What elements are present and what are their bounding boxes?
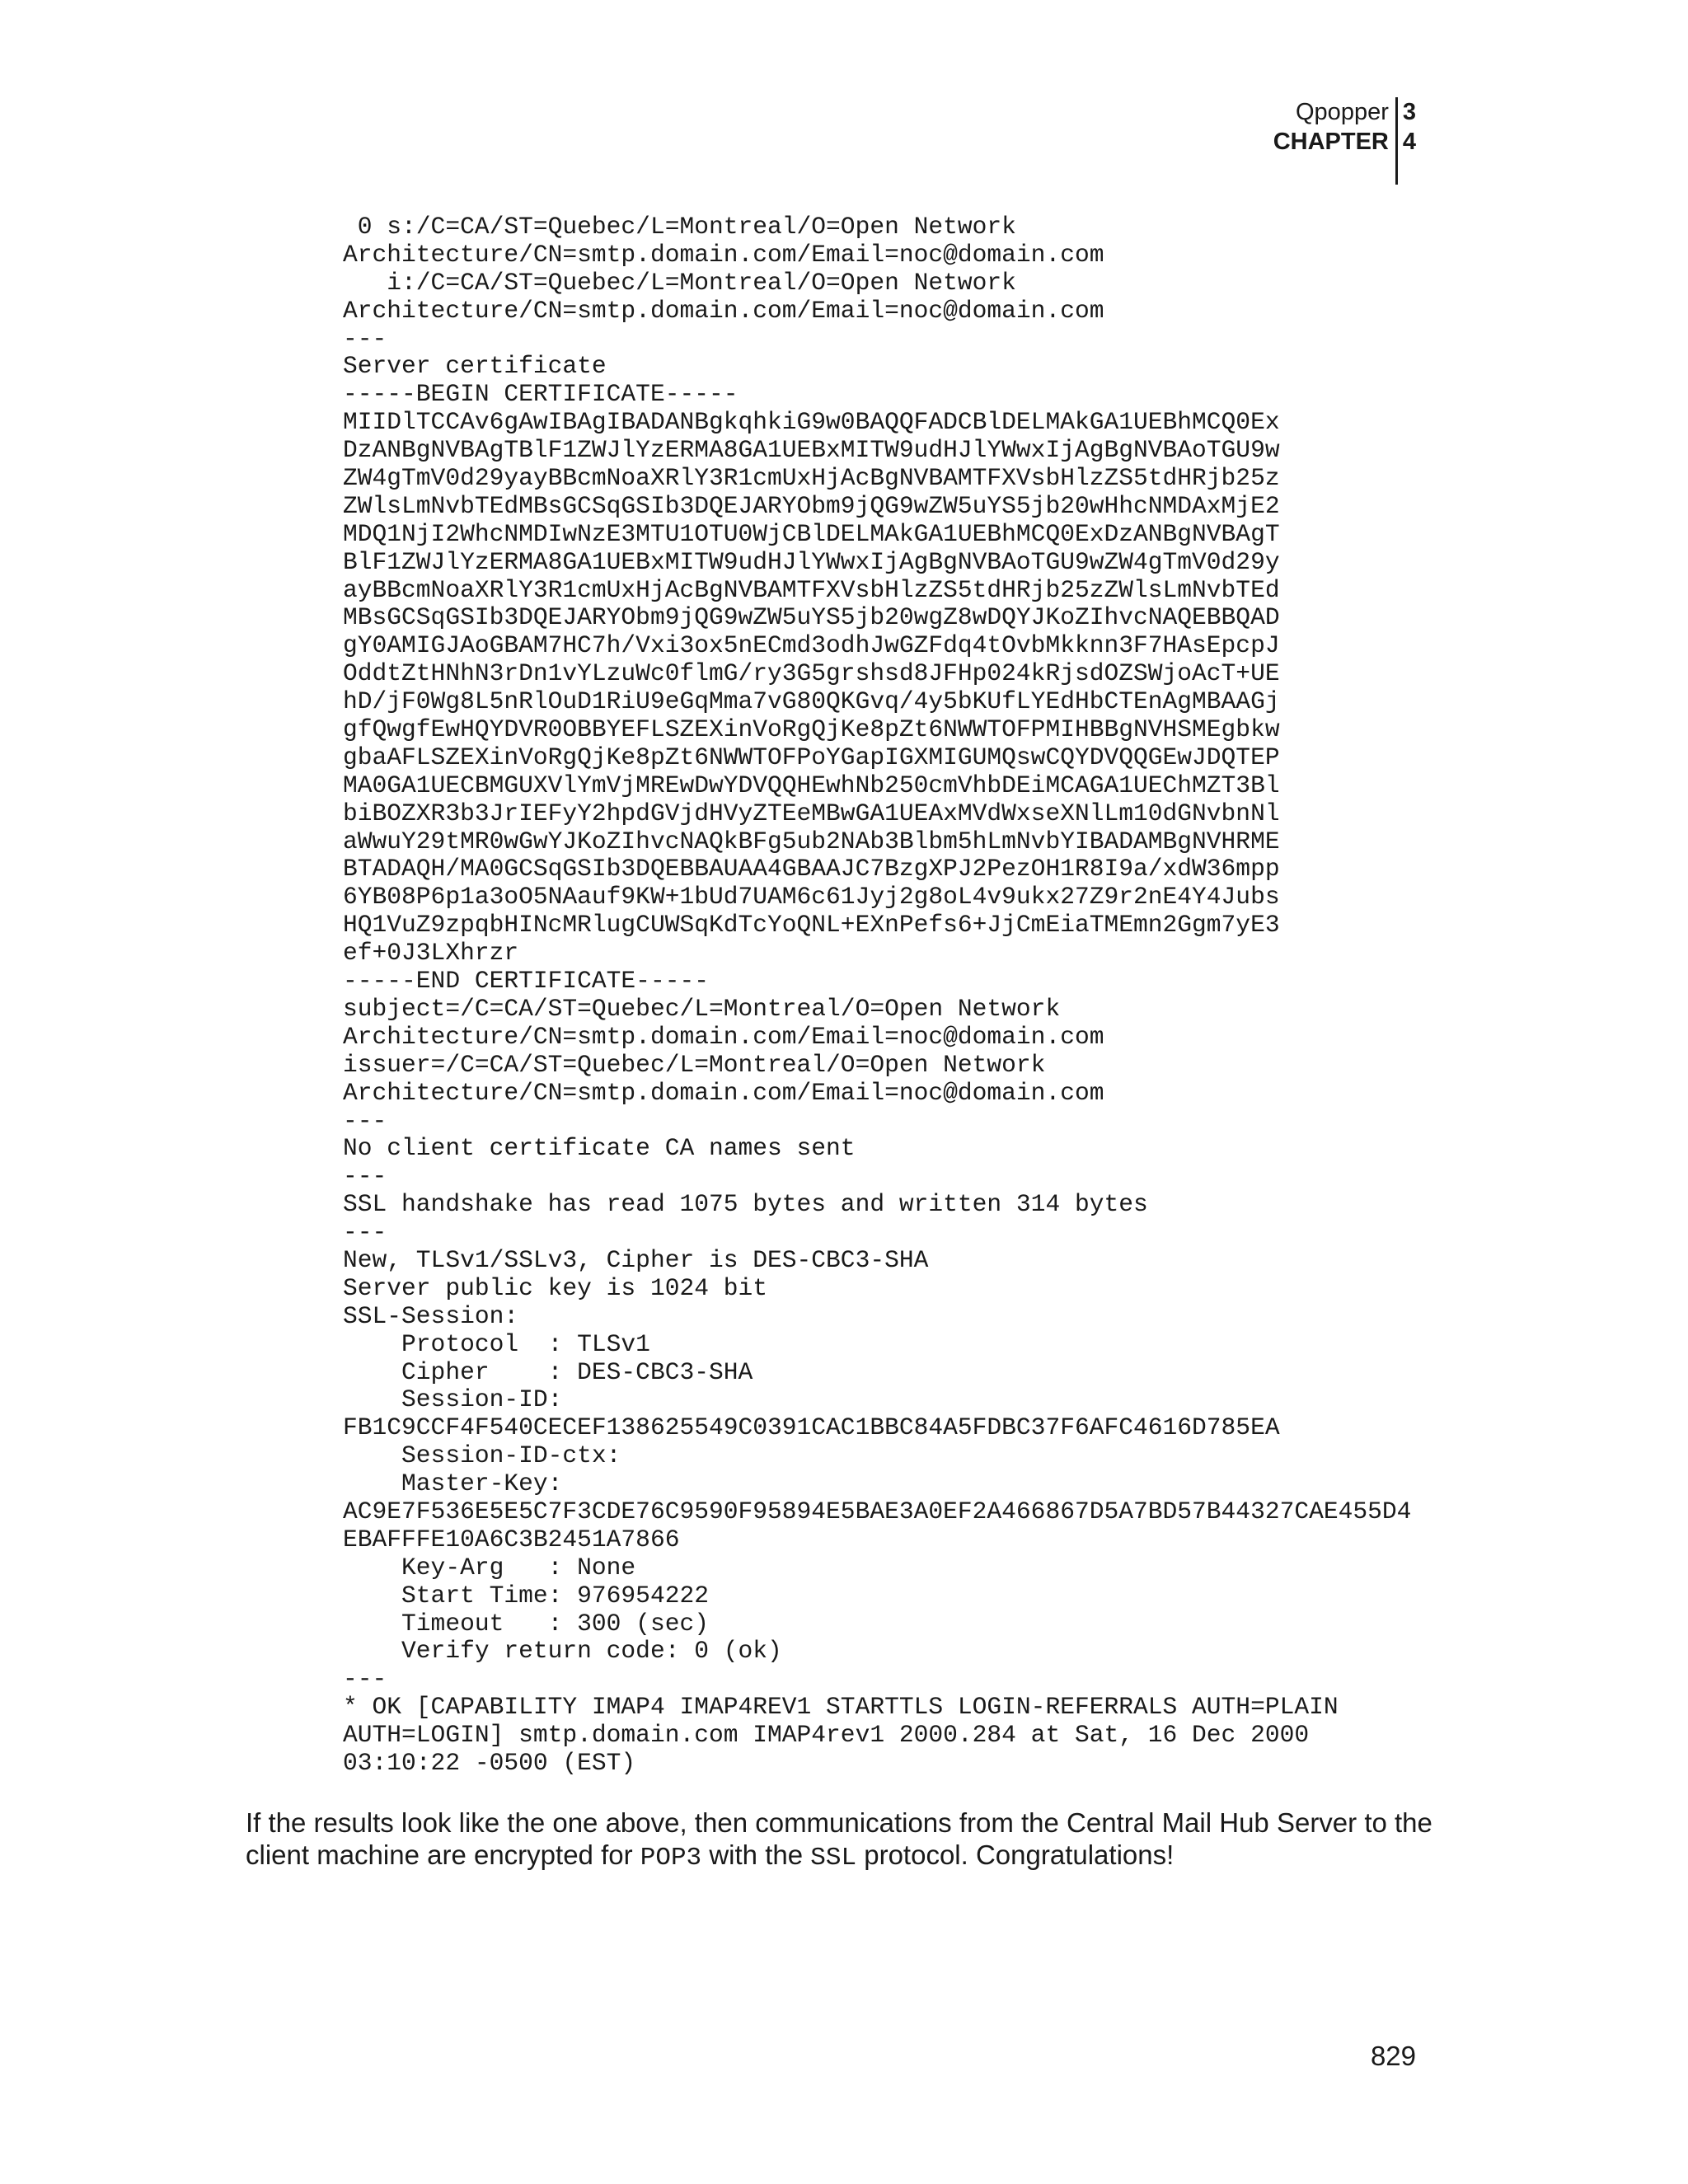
chapter-label: CHAPTER: [1273, 129, 1389, 155]
code-line: aWwuY29tMR0wGwYJKoZIhvcNAQkBFg5ub2NAb3Blbm5hLmNvbYIBADAMBgNVHRME: [343, 827, 1280, 855]
header-numbers: [1395, 97, 1416, 185]
code-line: hD/jF0Wg8L5nRlOuD1RiU9eGqMma7vG80QKGvq/4y5bKUfLYEdHbCTEnAgMBAAGj: [343, 687, 1280, 716]
code-line: -----BEGIN CERTIFICATE-----: [343, 380, 738, 409]
code-line: No client certificate CA names sent: [343, 1134, 856, 1163]
code-line: Protocol : TLSv1: [343, 1329, 650, 1358]
chapter-number: 4: [1402, 129, 1416, 155]
code-line: 6YB08P6p1a3oO5NAauf9KW+1bUd7UAM6c61Jyj2g8oL4v9ukx27Z9r2nE4Y4Jubs: [343, 883, 1280, 912]
code-line: Verify return code: 0 (ok): [343, 1637, 782, 1666]
running-header: [1273, 97, 1416, 185]
code-line: Architecture/CN=smtp.domain.com/Email=noc@domain.com: [343, 1022, 1104, 1051]
code-line: Timeout : 300 (sec): [343, 1609, 709, 1638]
code-line: * OK [CAPABILITY IMAP4 IMAP4REV1 STARTTLS LOGIN-REFERRALS AUTH=PLAIN: [343, 1693, 1339, 1722]
page-number: 829: [1370, 2041, 1416, 2071]
conclusion-paragraph: [246, 1807, 1432, 1874]
code-line: ---: [343, 1106, 387, 1135]
code-line: Server certificate: [343, 352, 607, 381]
code-line: Architecture/CN=smtp.domain.com/Email=noc@domain.com: [343, 296, 1104, 325]
code-line: AUTH=LOGIN] smtp.domain.com IMAP4rev1 2000.284 at Sat, 16 Dec 2000: [343, 1721, 1310, 1750]
code-line: subject=/C=CA/ST=Quebec/L=Montreal/O=Open Network: [343, 994, 1061, 1023]
code-line: MA0GA1UECBMGUXVlYmVjMREwDwYDVQQHEwhNb250cmVhbDEiMCAGA1UEChMZT3Bl: [343, 771, 1280, 799]
header-labels: [1273, 97, 1395, 185]
code-line: ---: [343, 1665, 387, 1694]
code-line: Session-ID:: [343, 1385, 563, 1414]
code-line: SSL handshake has read 1075 bytes and written 314 bytes: [343, 1190, 1148, 1219]
code-line: ayBBcmNoaXRlY3R1cmUxHjAcBgNVBAMTFXVsbHlzZS5tdHRjb25zZWlsLmNvbTEd: [343, 575, 1280, 604]
code-line: Architecture/CN=smtp.domain.com/Email=noc@domain.com: [343, 1078, 1104, 1107]
code-line: HQ1VuZ9zpqbHINcMRlugCUWSqKdTcYoQNL+EXnPefs6+JjCmEiaTMEmn2Ggm7yE3: [343, 911, 1280, 940]
code-line: Start Time: 976954222: [343, 1581, 709, 1610]
code-line: gbaAFLSZEXinVoRgQjKe8pZt6NWWTOFPoYGapIGXMIGUMQswCQYDVQQGEwJDQTEP: [343, 743, 1280, 771]
code-line: MIIDlTCCAv6gAwIBAgIBADANBgkqhkiG9w0BAQQFADCBlDELMAkGA1UEBhMCQ0Ex: [343, 408, 1280, 437]
code-line: 0 s:/C=CA/ST=Quebec/L=Montreal/O=Open Network: [343, 213, 1016, 241]
code-line: Architecture/CN=smtp.domain.com/Email=noc@domain.com: [343, 240, 1104, 269]
code-line: Master-Key:: [343, 1469, 563, 1498]
inline-code-ssl: SSL: [810, 1844, 857, 1872]
paragraph-text-1: If the results look like the one above, then communications from the Central Mail Hub Server to the client machine are encrypted for: [246, 1807, 1432, 1870]
code-line: 03:10:22 -0500 (EST): [343, 1748, 636, 1777]
code-line: DzANBgNVBAgTBlF1ZWJlYzERMA8GA1UEBxMITW9udHJlYWwxIjAgBgNVBAoTGU9w: [343, 436, 1280, 465]
code-line: FB1C9CCF4F540CECEF138625549C0391CAC1BBC84A5FDBC37F6AFC4616D785EA: [343, 1413, 1280, 1442]
section-number: 3: [1402, 99, 1416, 125]
code-line: i:/C=CA/ST=Quebec/L=Montreal/O=Open Network: [343, 268, 1016, 297]
code-line: biBOZXR3b3JrIEFyY2hpdGVjdHVyZTEeMBwGA1UEAxMVdWxseXNlLm10dGNvbnNl: [343, 799, 1280, 827]
code-line: ZW4gTmV0d29yayBBcmNoaXRlY3R1cmUxHjAcBgNVBAMTFXVsbHlzZS5tdHRjb25z: [343, 464, 1280, 493]
code-line: AC9E7F536E5E5C7F3CDE76C9590F95894E5BAE3A0EF2A466867D5A7BD57B44327CAE455D4: [343, 1497, 1412, 1526]
code-line: MDQ1NjI2WhcNMDIwNzE3MTU1OTU0WjCBlDELMAkGA1UEBhMCQ0ExDzANBgNVBAgT: [343, 519, 1280, 548]
code-line: Server public key is 1024 bit: [343, 1273, 768, 1302]
paragraph-text-3: protocol. Congratulations!: [856, 1840, 1175, 1870]
code-line: SSL-Session:: [343, 1301, 519, 1330]
code-line: ---: [343, 1162, 387, 1191]
code-line: Session-ID-ctx:: [343, 1441, 621, 1470]
code-line: gY0AMIGJAoGBAM7HC7h/Vxi3ox5nECmd3odhJwGZFdq4tOvbMkknn3F7HAsEpcpJ: [343, 631, 1280, 660]
section-label: Qpopper: [1296, 99, 1389, 125]
code-line: Key-Arg : None: [343, 1553, 636, 1582]
code-line: gfQwgfEwHQYDVR0OBBYEFLSZEXinVoRgQjKe8pZt6NWWTOFPMIHBBgNVHSMEgbkw: [343, 715, 1280, 744]
inline-code-pop3: POP3: [640, 1844, 702, 1872]
code-line: New, TLSv1/SSLv3, Cipher is DES-CBC3-SHA: [343, 1245, 929, 1274]
code-line: ZWlsLmNvbTEdMBsGCSqGSIb3DQEJARYObm9jQG9wZW5uYS5jb20wHhcNMDAxMjE2: [343, 491, 1280, 520]
code-line: ---: [343, 1218, 387, 1247]
code-line: -----END CERTIFICATE-----: [343, 967, 709, 996]
code-line: MBsGCSqGSIb3DQEJARYObm9jQG9wZW5uYS5jb20wgZ8wDQYJKoZIhvcNAQEBBQAD: [343, 603, 1280, 632]
paragraph-text-2: with the: [701, 1840, 811, 1870]
code-line: BlF1ZWJlYzERMA8GA1UEBxMITW9udHJlYWwxIjAgBgNVBAoTGU9wZW4gTmV0d29y: [343, 547, 1280, 576]
openssl-output-code-block: [343, 213, 1411, 1778]
code-line: issuer=/C=CA/ST=Quebec/L=Montreal/O=Open Network: [343, 1050, 1046, 1079]
code-line: Cipher : DES-CBC3-SHA: [343, 1357, 753, 1386]
code-line: ef+0J3LXhrzr: [343, 939, 519, 968]
code-line: OddtZtHNhN3rDn1vYLzuWc0flmG/ry3G5grshsd8JFHp024kRjsdOZSWjoAcT+UE: [343, 659, 1280, 688]
code-line: ---: [343, 324, 387, 353]
code-line: BTADAQH/MA0GCSqGSIb3DQEBBAUAA4GBAAJC7BzgXPJ2PezOH1R8I9a/xdW36mpp: [343, 855, 1280, 883]
code-line: EBAFFFE10A6C3B2451A7866: [343, 1525, 680, 1554]
